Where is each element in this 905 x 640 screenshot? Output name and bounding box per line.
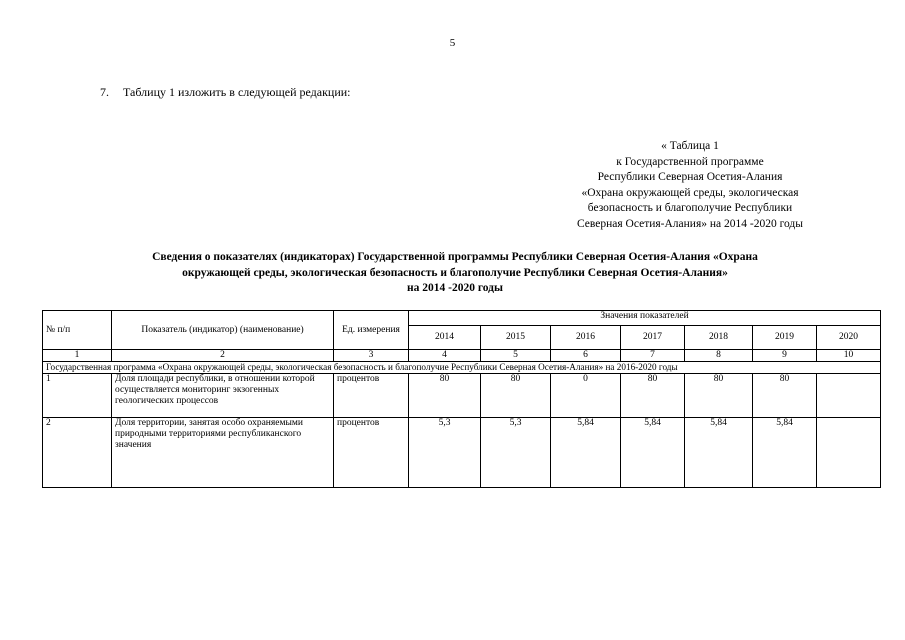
table-row <box>43 418 881 488</box>
table-heading <box>60 250 850 297</box>
column-numbers-row <box>43 350 881 362</box>
header-year: 2014 <box>409 326 481 350</box>
header-values-group: Значения показателей <box>409 311 881 326</box>
appendix-line: безопасность и благополучие Республики <box>587 202 793 215</box>
appendix-line: Северная Осетия-Алания» на 2014 -2020 годы <box>576 217 804 230</box>
row-value: 5,3 <box>409 418 481 488</box>
row-value: 80 <box>409 374 481 418</box>
appendix-line: «Охрана окружающей среды, экологическая <box>581 186 799 199</box>
row-value: 5,84 <box>551 418 621 488</box>
program-row <box>43 362 881 374</box>
column-number: 1 <box>43 350 112 362</box>
heading-line: окружающей среды, экологическая безопасность и благополучие Республики Северная Осетия-Алания» <box>182 266 728 279</box>
item-number: 7. <box>100 85 109 99</box>
row-value <box>817 374 881 418</box>
column-number: 3 <box>334 350 409 362</box>
row-value: 80 <box>621 374 685 418</box>
row-num: 1 <box>43 374 112 418</box>
heading-line: Сведения о показателях (индикаторах) Государственной программы Республики Северная Осетия-Алания «Охрана <box>152 251 758 263</box>
header-year: 2017 <box>621 326 685 350</box>
row-value: 80 <box>481 374 551 418</box>
column-number: 4 <box>409 350 481 362</box>
heading-line: на 2014 -2020 годы <box>407 282 503 294</box>
appendix-line: Республики Северная Осетия-Алания <box>597 171 783 184</box>
appendix-line: к Государственной программе <box>616 155 764 168</box>
amendment-item <box>100 85 351 100</box>
row-value: 80 <box>685 374 753 418</box>
header-num: № п/п <box>43 311 112 350</box>
row-value: 80 <box>753 374 817 418</box>
header-year: 2019 <box>753 326 817 350</box>
program-title: Государственная программа «Охрана окружающей среды, экологическая безопасность и благополучие Республики Северная Осетия-Алания» на 2016-2020 годы <box>43 362 881 374</box>
row-indicator: Доля площади республики, в отношении которой осуществляется мониторинг экзогенных геологических процессов <box>112 374 334 418</box>
page-number: 5 <box>449 37 456 49</box>
row-value: 5,84 <box>753 418 817 488</box>
row-value: 5,3 <box>481 418 551 488</box>
row-num: 2 <box>43 418 112 488</box>
header-year: 2018 <box>685 326 753 350</box>
column-number: 8 <box>685 350 753 362</box>
row-value: 0 <box>551 374 621 418</box>
header-year: 2016 <box>551 326 621 350</box>
column-number: 5 <box>481 350 551 362</box>
appendix-line: « Таблица 1 <box>661 140 719 152</box>
header-year: 2015 <box>481 326 551 350</box>
header-indicator: Показатель (индикатор) (наименование) <box>112 311 334 350</box>
row-value: 5,84 <box>685 418 753 488</box>
header-year: 2020 <box>817 326 881 350</box>
column-number: 2 <box>112 350 334 362</box>
column-number: 10 <box>817 350 881 362</box>
appendix-reference <box>545 139 835 233</box>
row-value: 5,84 <box>621 418 685 488</box>
row-unit: процентов <box>334 374 409 418</box>
header-unit: Ед. измерения <box>334 311 409 350</box>
table-row <box>43 374 881 418</box>
indicators-table <box>42 310 881 488</box>
row-unit: процентов <box>334 418 409 488</box>
column-number: 7 <box>621 350 685 362</box>
item-text: Таблицу 1 изложить в следующей редакции: <box>123 85 351 99</box>
row-indicator: Доля территории, занятая особо охраняемыми природными территориями республиканского значения <box>112 418 334 488</box>
column-number: 9 <box>753 350 817 362</box>
column-number: 6 <box>551 350 621 362</box>
row-value <box>817 418 881 488</box>
